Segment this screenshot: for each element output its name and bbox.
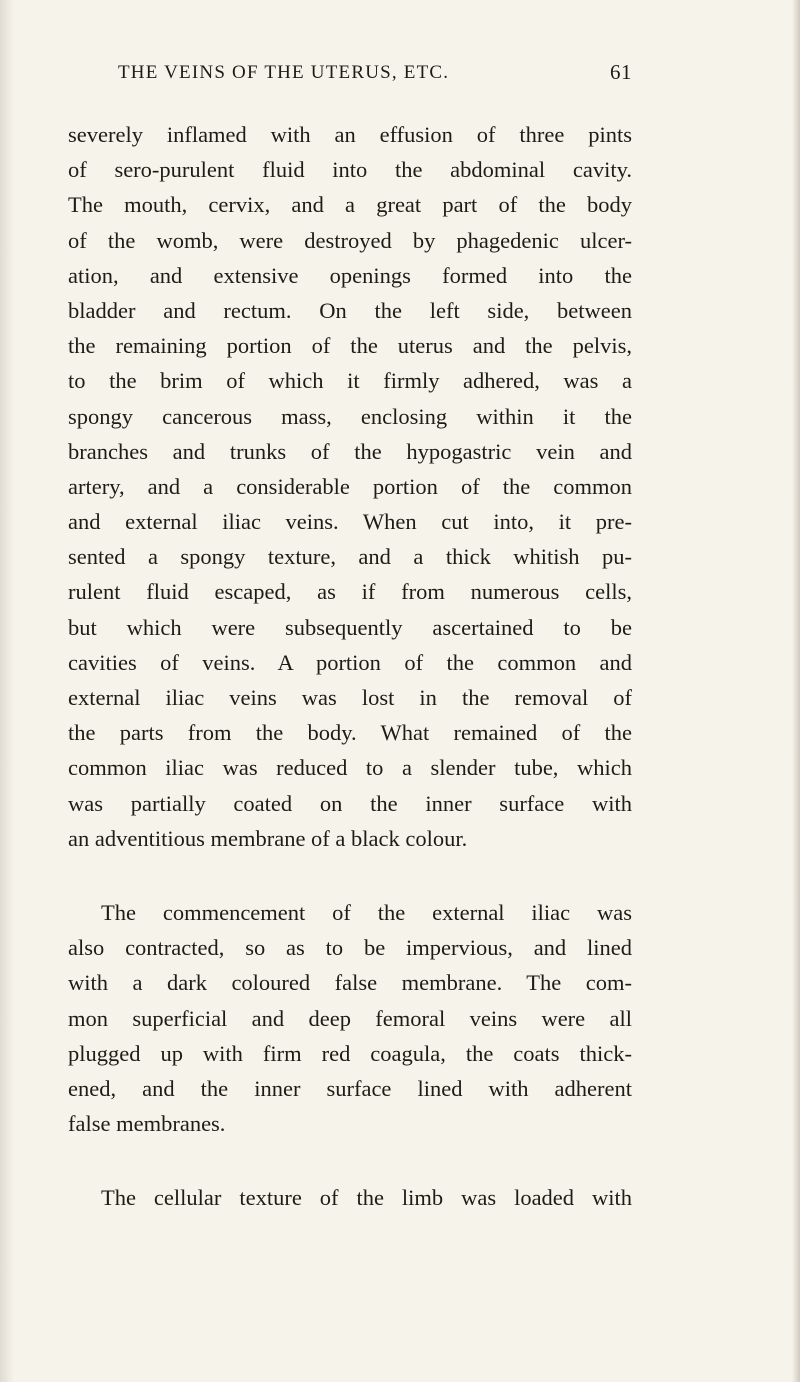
text-line: external iliac veins was lost in the removal of [68,685,632,710]
text-line: rulent fluid escaped, as if from numerous cells, [68,579,632,605]
text-line: cavities of veins. A portion of the common and [68,649,632,675]
text-line: severely inflamed with an effusion of three pints [68,122,632,147]
text-line: sented a spongy texture, and a thick whitish pu- [68,544,632,570]
text-line: also contracted, so as to be impervious, and lined [68,935,632,961]
text-line: ation, and extensive openings formed into the [68,262,632,288]
text-line: false membranes. [68,1111,226,1137]
text-line: the parts from the body. What remained of the [68,720,632,746]
text-line: and external iliac veins. When cut into, it pre- [68,509,632,535]
page-edge [792,0,800,1382]
text-line: branches and trunks of the hypogastric vein and [68,438,632,464]
text-line: plugged up with firm red coagula, the coats thick- [68,1040,632,1066]
paragraph-3 [68,1180,632,1215]
text-line: was partially coated on the inner surface with [68,790,632,816]
text-line: of the womb, were destroyed by phagedenic ulcer- [68,227,632,253]
text-line: The cellular texture of the limb was loaded with [101,1185,632,1211]
running-head [118,62,632,92]
text-line: of sero-purulent fluid into the abdominal cavity. [68,157,632,183]
paragraph-gap [68,1141,632,1180]
text-line: but which were subsequently ascertained to be [68,614,632,640]
text-line: common iliac was reduced to a slender tube, which [68,755,632,781]
body-text [68,117,632,1215]
text-line: mon superficial and deep femoral veins were all [68,1005,632,1031]
running-head-title: THE VEINS OF THE UTERUS, ETC. [118,62,450,83]
text-line: an adventitious membrane of a black colour. [68,825,468,851]
text-line: artery, and a considerable portion of the common [68,473,632,499]
gutter-shadow [0,0,14,1382]
text-line: The commencement of the external iliac was [101,899,632,925]
text-line: with a dark coloured false membrane. The com- [68,970,632,996]
page-number: 61 [610,60,632,84]
paragraph-gap [68,856,632,895]
paragraph-2 [68,895,632,1141]
paragraph-1 [68,117,632,856]
text-line: The mouth, cervix, and a great part of the body [68,192,632,218]
text-line: the remaining portion of the uterus and the pelvis, [68,333,632,359]
text-line: bladder and rectum. On the left side, between [68,297,632,323]
text-line: spongy cancerous mass, enclosing within it the [68,403,632,429]
text-line: ened, and the inner surface lined with adherent [68,1075,632,1101]
text-line: to the brim of which it firmly adhered, was a [68,368,632,394]
